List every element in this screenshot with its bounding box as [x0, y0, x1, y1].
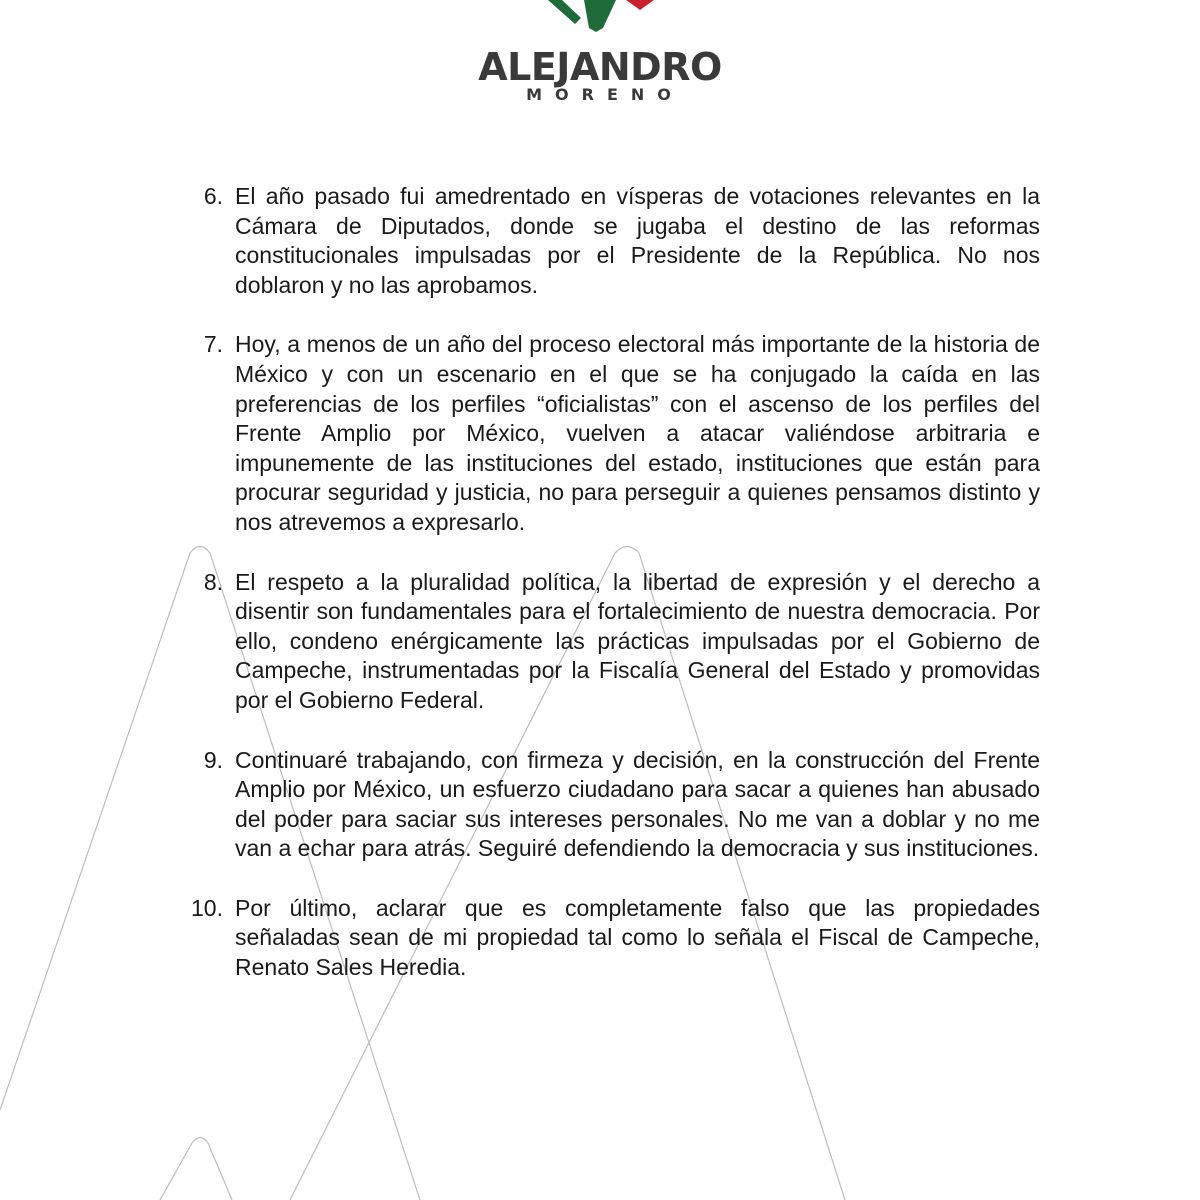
logo [0, 0, 1200, 110]
list-item [190, 894, 1040, 983]
item-text: Continuaré trabajando, con firmeza y decisión, en la construcción del Frente Amplio por México, un esfuerzo ciudadano para sacar a quienes han abusado del poder para saciar sus intereses personales. No me van a doblar y no me van a echar para atrás. Seguiré defendiendo la democracia y sus instituciones. [235, 746, 1040, 862]
logo-subtitle: MORENO [526, 85, 684, 104]
statement-list [190, 182, 1040, 1013]
item-number: 8. [203, 568, 223, 595]
list-item [190, 330, 1040, 537]
item-text: El respeto a la pluralidad política, la libertad de expresión y el derecho a disentir son fundamentales para el fortalecimiento de nuestra democracia. Por ello, condeno enérgicamente las prácticas impulsadas por el Gobierno de Campeche, instrumentadas por la Fiscalía General del Estado y promovidas por el Gobierno Federal. [235, 568, 1040, 713]
item-text: El año pasado fui amedrentado en vísperas de votaciones relevantes en la Cámara de Diputados, donde se jugaba el destino de las reformas constitucionales impulsadas por el Presidente de la República. No nos doblaron y no las aprobamos. [235, 183, 1040, 298]
item-number: 6. [203, 183, 223, 209]
logo-emblem-icon [548, 0, 658, 32]
item-number: 10. [191, 894, 223, 921]
list-item [190, 182, 1040, 300]
list-item [190, 746, 1040, 864]
item-text: Hoy, a menos de un año del proceso electoral más importante de la historia de México y con un escenario en el que se ha conjugado la caída en las preferencias de los perfiles “oficialistas” con el ascenso de los perfiles del Frente Amplio por México, vuelven a atacar valiéndose arbitraria e impunemente de las instituciones del estado, instituciones que están para procurar seguridad y justicia, no para perseguir a quienes pensamos distinto y nos atrevemos a expresarlo. [235, 331, 1040, 535]
list-item [190, 568, 1040, 716]
logo-name: ALEJANDRO [478, 45, 722, 89]
item-number: 7. [203, 331, 223, 358]
item-text: Por último, aclarar que es completamente falso que las propiedades señaladas sean de mi propiedad tal como lo señala el Fiscal de Campeche, Renato Sales Heredia. [235, 894, 1040, 981]
item-number: 9. [203, 746, 223, 773]
